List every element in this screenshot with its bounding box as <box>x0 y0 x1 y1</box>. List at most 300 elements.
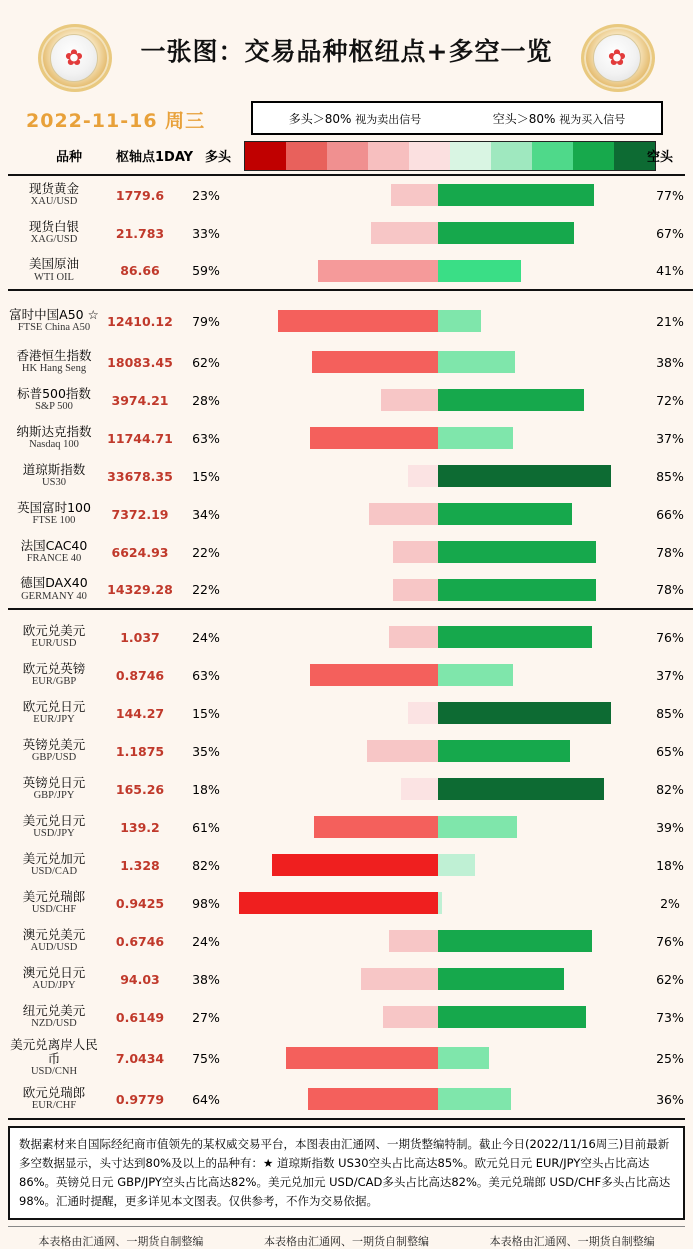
hk-bauhinia-coin-icon: ✿ <box>38 24 112 92</box>
bull-bar-segment <box>286 1047 438 1069</box>
instrument-name <box>8 928 100 954</box>
sentiment-bar <box>235 664 641 686</box>
bull-percent: 38% <box>192 971 220 987</box>
bull-bar-segment <box>239 892 438 914</box>
col-instrument: 品种 <box>56 150 83 165</box>
footer-credit-1: 本表格由汇通网、一期货自制整编 <box>38 1234 204 1248</box>
bull-percent: 59% <box>192 263 220 278</box>
bull-percent: 15% <box>192 468 220 484</box>
table-row[interactable] <box>8 571 693 609</box>
bear-percent: 37% <box>656 430 684 446</box>
footnote: 数据素材来自国际经纪商市值领先的某权威交易平台，本图表由汇通网、一期货整编特制。截止今日(2022/11/16周三)目前最新多空数据显示，头寸达到80%及以上的品种有：★ 道琼斯指数 US30空头占比高达85%。欧元兑日元 EUR/JPY空头占比高达86%。英镑兑日元 GBP/JPY空头占比高达82%。美元兑加元 USD/CAD多头占比高达82%。美元兑瑞郎 USD/CHF多头占比高达98%。汇通时提醒，更多详见本文图表。仅供参考，不作为交易依据。 <box>8 1126 685 1220</box>
table-row[interactable] <box>8 694 693 732</box>
bear-bar-segment <box>438 351 515 373</box>
bear-percent: 66% <box>656 506 684 522</box>
instrument-name <box>8 700 100 726</box>
pivot-value: 144.27 <box>115 705 165 721</box>
instrument-name <box>8 624 100 650</box>
pivot-value: 1.1875 <box>115 743 165 759</box>
bull-signal-note: 视为卖出信号 <box>355 112 422 126</box>
page-header <box>8 6 685 98</box>
table-row[interactable] <box>8 922 693 960</box>
table-row[interactable] <box>8 419 693 457</box>
column-header <box>8 138 685 174</box>
bear-percent: 41% <box>656 263 684 278</box>
bear-bar-segment <box>438 579 596 601</box>
sentiment-bar <box>235 184 641 206</box>
instrument-name-cn: 欧元兑日元 <box>22 698 86 714</box>
bear-percent: 65% <box>656 743 684 759</box>
instrument-name-cn: 道琼斯指数 <box>22 461 86 477</box>
bear-bar-segment <box>438 260 521 282</box>
bear-signal-legend <box>457 110 661 127</box>
sentiment-bar <box>235 626 641 648</box>
instrument-name <box>8 387 100 413</box>
pivot-value: 1.328 <box>120 857 160 873</box>
bull-bar-segment <box>389 626 438 648</box>
sentiment-bar <box>235 427 641 449</box>
bear-percent: 82% <box>656 781 684 797</box>
sentiment-bar-cell <box>232 457 644 495</box>
instrument-name-en: USD/JPY <box>33 828 75 840</box>
instrument-name-en: USD/CAD <box>30 866 78 878</box>
sentiment-bar-cell <box>232 960 644 998</box>
pivot-value: 21.783 <box>115 225 165 241</box>
bear-bar-segment <box>438 310 481 332</box>
bear-bar-segment <box>438 930 592 952</box>
bear-bar-segment <box>438 465 611 487</box>
bull-percent: 23% <box>192 187 220 203</box>
bull-percent: 22% <box>192 582 220 597</box>
pivot-value: 33678.35 <box>107 468 173 484</box>
bear-bar-segment <box>438 740 570 762</box>
instrument-name <box>8 1004 100 1030</box>
instrument-name <box>8 220 100 246</box>
instrument-name <box>8 890 100 916</box>
bull-percent: 82% <box>192 857 220 873</box>
bear-bar-segment <box>438 1006 586 1028</box>
bull-bar-segment <box>371 222 438 244</box>
sentiment-bar-cell <box>232 571 644 609</box>
bull-bar-segment <box>314 816 438 838</box>
table-row[interactable] <box>8 808 693 846</box>
table-row[interactable] <box>8 618 693 656</box>
gradient-swatch-7 <box>532 142 573 170</box>
sentiment-bar <box>235 854 641 876</box>
sentiment-bar <box>235 351 641 373</box>
bear-bar-segment <box>438 664 513 686</box>
table-row[interactable] <box>8 770 693 808</box>
gradient-swatch-1 <box>286 142 327 170</box>
instrument-name-en: USD/CHF <box>31 904 77 916</box>
sentiment-bar-cell <box>232 495 644 533</box>
instrument-name-en: EUR/GBP <box>31 676 77 688</box>
bull-percent: 27% <box>192 1009 220 1025</box>
bear-percent: 76% <box>656 629 684 645</box>
bull-percent: 24% <box>192 629 220 645</box>
instrument-name-en: GBP/USD <box>31 752 77 764</box>
sentiment-bar <box>235 310 641 332</box>
instrument-name-cn: 美元兑加元 <box>22 850 86 866</box>
table-row[interactable] <box>8 343 693 381</box>
bear-percent: 38% <box>656 354 684 370</box>
bear-bar-segment <box>438 503 572 525</box>
instrument-name-en: EUR/JPY <box>33 714 75 726</box>
bear-percent: 76% <box>656 933 684 949</box>
instrument-name-cn: 澳元兑美元 <box>22 926 86 942</box>
col-pivot: 枢轴点1DAY <box>116 150 194 165</box>
instrument-name <box>8 308 100 334</box>
bear-percent: 39% <box>656 819 684 835</box>
pivot-value: 14329.28 <box>107 582 173 597</box>
instrument-name-cn: 欧元兑瑞郎 <box>22 1084 86 1100</box>
instrument-name-cn: 纽元兑美元 <box>22 1002 86 1018</box>
bear-percent: 85% <box>656 705 684 721</box>
pivot-value: 11744.71 <box>107 430 173 446</box>
sentiment-bar-cell <box>232 419 644 457</box>
table-row[interactable] <box>8 457 693 495</box>
sentiment-bar-cell <box>232 252 644 290</box>
table-row[interactable] <box>8 176 693 214</box>
sentiment-bar <box>235 702 641 724</box>
bull-signal-threshold: 多头＞80% <box>288 111 352 126</box>
instrument-name-en: EUR/USD <box>31 638 77 650</box>
bear-percent: 2% <box>660 895 680 911</box>
pivot-value: 3974.21 <box>111 392 169 408</box>
instrument-name <box>8 501 100 527</box>
instrument-name-cn: 美国原油 <box>28 256 79 272</box>
table-row[interactable] <box>8 656 693 694</box>
bull-bar-segment <box>278 310 438 332</box>
sentiment-bar-cell <box>232 732 644 770</box>
instrument-name <box>8 814 100 840</box>
bear-bar-segment <box>438 1047 489 1069</box>
gradient-swatch-4 <box>409 142 450 170</box>
bull-bar-segment <box>272 854 438 876</box>
pivot-value: 18083.45 <box>107 354 173 370</box>
pivot-value: 139.2 <box>120 819 160 835</box>
pivot-value: 86.66 <box>120 263 160 278</box>
pivot-value: 1779.6 <box>115 187 165 203</box>
sentiment-bar-cell <box>232 846 644 884</box>
pivot-value: 7372.19 <box>111 506 169 522</box>
bear-bar-segment <box>438 892 442 914</box>
bear-percent: 85% <box>656 468 684 484</box>
instrument-name-cn: 法国CAC40 <box>20 537 88 553</box>
instrument-name-en: FTSE China A50 <box>17 322 91 334</box>
bull-percent: 63% <box>192 667 220 683</box>
instrument-name-cn: 英镑兑日元 <box>22 774 86 790</box>
bull-percent: 98% <box>192 895 220 911</box>
bull-bar-segment <box>381 389 438 411</box>
bull-bar-segment <box>391 184 438 206</box>
pivot-value: 0.6149 <box>115 1009 165 1025</box>
sentiment-bar <box>235 892 641 914</box>
bear-bar-segment <box>438 778 604 800</box>
bull-bar-segment <box>369 503 438 525</box>
instrument-name-en: Nasdaq 100 <box>29 439 79 451</box>
table-row[interactable] <box>8 884 693 922</box>
instrument-name <box>8 349 100 375</box>
instrument-name-cn: 欧元兑英镑 <box>22 660 86 676</box>
bull-bar-segment <box>308 1088 438 1110</box>
gradient-scale <box>244 141 656 171</box>
bull-bar-segment <box>408 702 438 724</box>
data-table <box>8 174 685 1120</box>
sentiment-bar-cell <box>232 618 644 656</box>
instrument-name <box>8 852 100 878</box>
table-row[interactable] <box>8 998 693 1036</box>
sentiment-bar <box>235 1088 641 1110</box>
instrument-name <box>8 463 100 489</box>
gradient-swatch-8 <box>573 142 614 170</box>
footer-credit-3: 本表格由汇通网、一期货自制整编 <box>489 1234 655 1248</box>
group-separator <box>8 290 693 299</box>
sentiment-bar-cell <box>232 922 644 960</box>
instrument-name-en: USD/CNH <box>30 1066 78 1078</box>
sentiment-bar-cell <box>232 656 644 694</box>
instrument-name <box>8 738 100 764</box>
bear-percent: 72% <box>656 392 684 408</box>
sentiment-bar <box>235 389 641 411</box>
bull-percent: 15% <box>192 705 220 721</box>
bull-bar-segment <box>383 1006 438 1028</box>
instrument-name-cn: 现货白银 <box>28 218 79 234</box>
instrument-name-en: US30 <box>42 477 66 489</box>
group-separator <box>8 609 693 618</box>
sentiment-bar-cell <box>232 343 644 381</box>
table-row[interactable] <box>8 381 693 419</box>
instrument-name-en: AUD/USD <box>30 942 78 954</box>
sentiment-bar-cell <box>232 998 644 1036</box>
instrument-name-en: GBP/JPY <box>33 790 75 802</box>
bear-percent: 62% <box>656 971 684 987</box>
bear-bar-segment <box>438 184 594 206</box>
bear-bar-segment <box>438 626 592 648</box>
gradient-swatch-2 <box>327 142 368 170</box>
bull-percent: 33% <box>192 225 220 241</box>
bear-bar-segment <box>438 427 513 449</box>
instrument-name-cn: 美元兑离岸人民币 <box>10 1036 98 1066</box>
bull-bar-segment <box>310 427 438 449</box>
sentiment-bar-cell <box>232 214 644 252</box>
sentiment-bar <box>235 465 641 487</box>
instrument-name-en: GERMANY 40 <box>21 590 87 602</box>
bull-percent: 24% <box>192 933 220 949</box>
sentiment-bar-cell <box>232 299 644 343</box>
bear-percent: 73% <box>656 1009 684 1025</box>
bull-bar-segment <box>393 579 438 601</box>
sentiment-bar <box>235 778 641 800</box>
sentiment-bar <box>235 1047 641 1069</box>
instrument-name-en: FTSE 100 <box>32 515 76 527</box>
bear-signal-threshold: 空头＞80% <box>492 111 556 126</box>
bull-bar-segment <box>408 465 438 487</box>
instrument-name-en: FRANCE 40 <box>26 553 82 565</box>
bear-percent: 21% <box>656 313 684 329</box>
sentiment-bar <box>235 1006 641 1028</box>
bear-percent: 67% <box>656 225 684 241</box>
instrument-name-cn: 德国DAX40 <box>20 575 88 591</box>
instrument-name-en: XAU/USD <box>30 196 78 208</box>
bull-bar-segment <box>389 930 438 952</box>
instrument-name-cn: 纳斯达克指数 <box>16 423 92 439</box>
sentiment-bar <box>235 930 641 952</box>
bull-percent: 34% <box>192 506 220 522</box>
table-row[interactable] <box>8 960 693 998</box>
instrument-name <box>8 966 100 992</box>
bear-percent: 77% <box>656 187 684 203</box>
sentiment-bar-cell <box>232 381 644 419</box>
col-bear: 空头 <box>646 150 673 165</box>
gradient-swatch-5 <box>450 142 491 170</box>
pivot-value: 7.0434 <box>115 1050 165 1066</box>
bear-percent: 37% <box>656 667 684 683</box>
instrument-name <box>8 1038 100 1079</box>
table-row[interactable] <box>8 252 693 290</box>
bull-percent: 35% <box>192 743 220 759</box>
instrument-name-cn: 英镑兑美元 <box>22 736 86 752</box>
table-row[interactable] <box>8 846 693 884</box>
sentiment-bar-cell <box>232 884 644 922</box>
gradient-swatch-0 <box>245 142 286 170</box>
pivot-value: 94.03 <box>120 971 160 987</box>
pivot-value: 6624.93 <box>111 544 169 560</box>
page-footer <box>8 1226 685 1249</box>
table-row[interactable] <box>8 732 693 770</box>
instrument-name-en: HK Hang Seng <box>21 363 87 375</box>
pivot-value: 0.6746 <box>115 933 165 949</box>
bull-percent: 18% <box>192 781 220 797</box>
gradient-swatch-3 <box>368 142 409 170</box>
sentiment-bar-cell <box>232 1080 644 1118</box>
instrument-name-cn: 香港恒生指数 <box>16 347 92 363</box>
bull-percent: 63% <box>192 430 220 446</box>
instrument-name <box>8 257 100 283</box>
signal-legend <box>251 101 663 135</box>
sentiment-bar-cell <box>232 770 644 808</box>
pivot-value: 0.9779 <box>115 1091 165 1107</box>
gradient-swatch-6 <box>491 142 532 170</box>
bear-bar-segment <box>438 702 611 724</box>
bear-bar-segment <box>438 1088 511 1110</box>
bull-bar-segment <box>310 664 438 686</box>
bull-bar-segment <box>318 260 438 282</box>
bull-bar-segment <box>401 778 438 800</box>
instrument-name-en: EUR/CHF <box>31 1100 77 1112</box>
instrument-name-cn: 美元兑日元 <box>22 812 86 828</box>
instrument-name-cn: 现货黄金 <box>28 180 79 196</box>
hk-bauhinia-coin-icon-right: ✿ <box>581 24 655 92</box>
bear-bar-segment <box>438 968 564 990</box>
subheader <box>8 98 685 138</box>
bull-bar-segment <box>361 968 438 990</box>
instrument-name <box>8 576 100 602</box>
sentiment-bar-cell <box>232 176 644 214</box>
bear-bar-segment <box>438 389 584 411</box>
instrument-name <box>8 776 100 802</box>
footer-credit-2: 本表格由汇通网、一期货自制整编 <box>264 1234 429 1248</box>
instrument-name-en: S&P 500 <box>35 401 73 413</box>
bear-bar-segment <box>438 854 475 876</box>
sentiment-bar <box>235 260 641 282</box>
instrument-name-cn: 美元兑瑞郎 <box>22 888 86 904</box>
pivot-value: 1.037 <box>120 629 160 645</box>
bear-percent: 78% <box>656 544 684 560</box>
sentiment-bar <box>235 503 641 525</box>
instrument-name-cn: 富时中国A50 ☆ <box>9 306 99 322</box>
bull-percent: 79% <box>192 313 220 329</box>
bull-bar-segment <box>367 740 438 762</box>
sentiment-bar-cell <box>232 1036 644 1080</box>
sentiment-bar-cell <box>232 533 644 571</box>
instrument-name-en: XAG/USD <box>30 234 78 246</box>
bull-percent: 75% <box>192 1050 220 1066</box>
report-date: 2022-11-16 周三 <box>26 110 206 132</box>
instrument-name-cn: 标普500指数 <box>17 385 91 401</box>
bear-bar-segment <box>438 222 574 244</box>
table-row[interactable] <box>8 299 693 343</box>
instrument-name <box>8 182 100 208</box>
bull-signal-legend <box>253 110 457 127</box>
sentiment-bar-cell <box>232 694 644 732</box>
table-row[interactable] <box>8 495 693 533</box>
bull-bar-segment <box>312 351 438 373</box>
instrument-name-en: NZD/USD <box>31 1018 77 1030</box>
bull-percent: 61% <box>192 819 220 835</box>
instrument-name <box>8 662 100 688</box>
bear-percent: 36% <box>656 1091 684 1107</box>
instrument-name <box>8 1086 100 1112</box>
bull-percent: 64% <box>192 1091 220 1107</box>
bear-percent: 18% <box>656 857 684 873</box>
bull-percent: 22% <box>192 544 220 560</box>
page-title: 一张图：交易品种枢纽点+多空一览 <box>140 37 553 66</box>
pivot-value: 12410.12 <box>107 313 173 329</box>
table-row[interactable] <box>8 214 693 252</box>
table-row[interactable] <box>8 533 693 571</box>
bull-percent: 28% <box>192 392 220 408</box>
bear-percent: 25% <box>656 1050 684 1066</box>
pivot-value: 0.9425 <box>115 895 165 911</box>
bull-bar-segment <box>393 541 438 563</box>
instrument-name-cn: 英国富时100 <box>17 499 91 515</box>
bear-bar-segment <box>438 816 517 838</box>
instrument-name <box>8 425 100 451</box>
pivot-value: 0.8746 <box>115 667 165 683</box>
bear-percent: 78% <box>656 582 684 597</box>
instrument-name-en: AUD/JPY <box>32 980 76 992</box>
col-bull: 多头 <box>205 150 232 165</box>
pivot-value: 165.26 <box>115 781 165 797</box>
bear-bar-segment <box>438 541 596 563</box>
sentiment-bar <box>235 579 641 601</box>
table-row[interactable] <box>8 1080 693 1118</box>
sentiment-bar <box>235 541 641 563</box>
table-row[interactable] <box>8 1036 693 1080</box>
sentiment-bar <box>235 740 641 762</box>
sentiment-bar <box>235 968 641 990</box>
instrument-name-cn: 欧元兑美元 <box>22 622 86 638</box>
instrument-name-cn: 澳元兑日元 <box>22 964 86 980</box>
sentiment-bar <box>235 222 641 244</box>
instrument-name-en: WTI OIL <box>34 271 74 283</box>
instrument-name <box>8 539 100 565</box>
sentiment-bar <box>235 816 641 838</box>
sentiment-bar-cell <box>232 808 644 846</box>
bear-signal-note: 视为买入信号 <box>559 112 626 126</box>
bull-percent: 62% <box>192 354 220 370</box>
